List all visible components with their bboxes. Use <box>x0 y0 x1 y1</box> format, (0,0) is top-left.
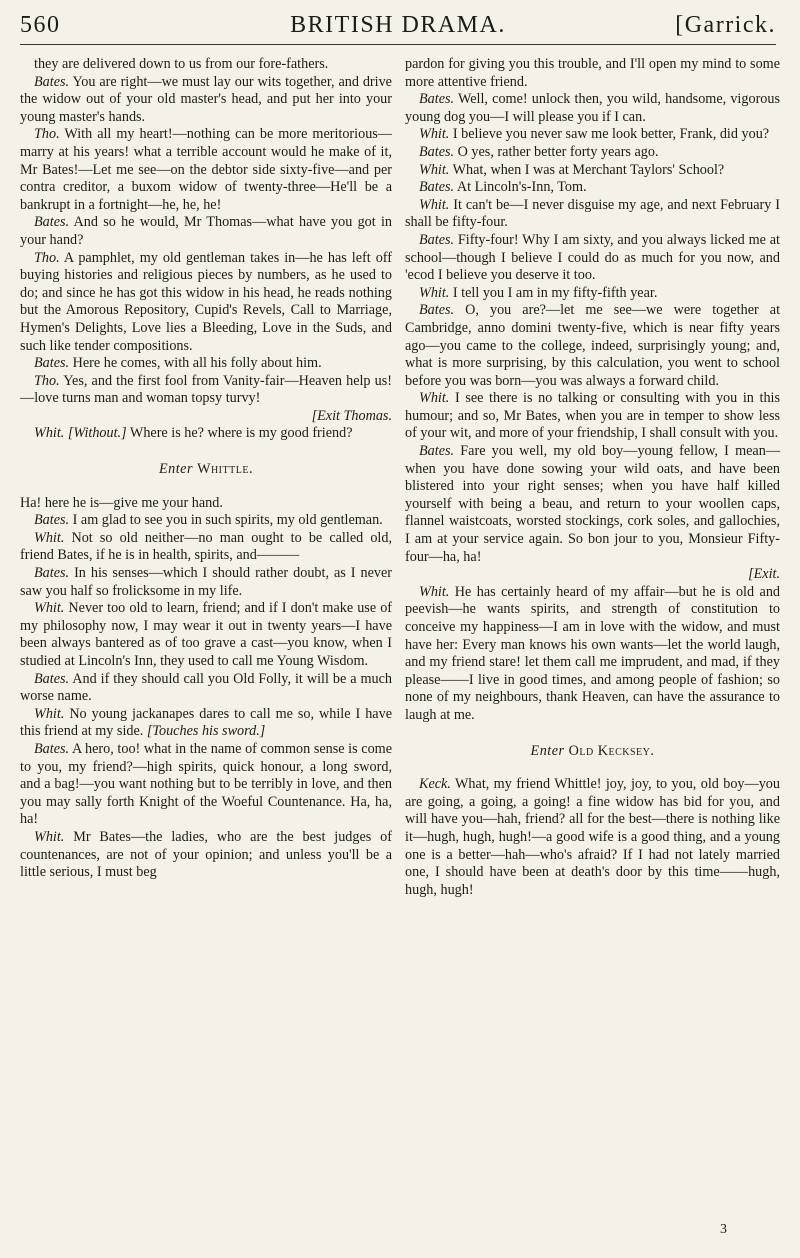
speaker-name: Keck. <box>419 776 451 793</box>
speech-text: What, when I was at Merchant Taylors' School? <box>452 161 725 178</box>
speech-paragraph <box>20 373 392 426</box>
speaker-name: Whit. <box>34 600 65 617</box>
stage-direction-enter <box>405 743 780 761</box>
speech-paragraph <box>405 197 780 232</box>
speaker-name: Whit. <box>419 161 450 178</box>
speech-paragraph <box>20 565 392 600</box>
speech-text: Not so old neither—no man ought to be called old, friend Bates, if he is in health, spirits, and——— <box>20 529 392 564</box>
book-title: BRITISH DRAMA. <box>290 12 506 38</box>
speaker-name: Bates. <box>34 355 70 372</box>
speech-text: In his senses—which I should rather doubt, as I never saw you half so frolicksome in my life. <box>20 565 393 599</box>
speech-text: Yes, and the first fool from Vanity-fair—Heaven help us!—love turns man and woman topsy turvy! <box>20 372 392 407</box>
speech-paragraph <box>405 390 780 443</box>
speech-text: With all my heart!—nothing can be more meritorious—marry at his years! what a terrible account would he make of it, Mr Bates!—Let me see—on the debtor side sixty-five—and per contra creditor, a buxom widow of twenty-three—He'll be a bankrupt in a fortnight—he, he, he! <box>20 126 392 213</box>
speech-paragraph <box>20 495 392 513</box>
speech-text: they are delivered down to us from our fore-fathers. <box>34 56 329 72</box>
speech-text: Never too old to learn, friend; and if I don't make use of my philosophy now, I may wear it out in twenty years—I have been always bantered as of too grave a cast—you know, when I studied at Lincoln's Inn, they used to call me Young Wisdom. <box>20 600 393 669</box>
speech-paragraph <box>20 250 392 356</box>
speech-text: You are right—we must lay our wits together, and drive the widow out of your old master's head, and put her into your young master's hands. <box>20 73 392 125</box>
stage-direction-exit: [Exit. <box>748 566 780 583</box>
speech-paragraph <box>20 126 392 214</box>
stage-direction: [Touches his sword.] <box>146 723 266 740</box>
speaker-name: Bates. <box>419 143 455 160</box>
speaker-name: Bates. <box>34 670 70 687</box>
speaker-name: Whit. <box>34 705 65 722</box>
speaker-name: Bates. <box>419 302 455 319</box>
speech-paragraph <box>20 425 392 443</box>
speech-paragraph <box>20 512 392 530</box>
speech-paragraph <box>20 214 392 249</box>
speaker-name: Whit. <box>34 828 65 845</box>
speaker-name: Whit. <box>419 390 450 407</box>
speaker-name: Tho. <box>34 126 60 143</box>
stage-direction-exit: [Exit Thomas. <box>311 407 392 424</box>
speaker-name: Bates. <box>419 231 455 248</box>
speaker-name: Tho. <box>34 372 60 389</box>
speech-paragraph <box>20 355 392 373</box>
speech-text: I am glad to see you in such spirits, my old gentleman. <box>72 512 383 529</box>
speaker-name: Bates. <box>34 73 70 90</box>
speech-text: Mr Bates—the ladies, who are the best judges of countenances, are not of your opinion; and unless you'll be a little serious, I must beg <box>20 828 392 881</box>
entering-character: Whittle. <box>197 461 253 478</box>
speech-paragraph <box>20 829 392 882</box>
speech-paragraph <box>20 530 392 565</box>
speech-paragraph <box>20 706 392 741</box>
speech-text: Here he comes, with all his folly about him. <box>72 355 322 372</box>
speech-text: Fifty-four! Why I am sixty, and you always licked me at school—though I believe I could do as much for you now, and 'ecod I believe you deserve it too. <box>405 231 780 284</box>
speech-text: O yes, rather better forty years ago. <box>457 143 659 160</box>
speech-text: What, my friend Whittle! joy, joy, to you, old boy—you are going, a going, a going! a fine widow has bid for you, and will have you—hah, friend? all for the best—there is nothing like it—hugh, hugh, hugh!—a good wife is a good thing, and a young one is a better—hah—who's afraid? If I had not lately married one, I should have been at death's door by this time——hugh, hugh, hugh! <box>405 776 780 898</box>
speech-paragraph <box>405 776 780 899</box>
speech-text: A hero, too! what in the name of common sense is come to you, my friend?—high spirits, quick honour, a long sword, and a bag!—you want nothing but to be terribly in love, and then you may sally forth Knight of the Woeful Countenance. Ha, ha, ha! <box>20 740 392 828</box>
speech-paragraph <box>405 126 780 144</box>
speech-paragraph <box>405 285 780 303</box>
speech-text: At Lincoln's-Inn, Tom. <box>456 179 587 196</box>
enter-word: Enter <box>530 742 565 759</box>
speech-text: Where is he? where is my good friend? <box>129 425 353 442</box>
speech-paragraph <box>405 232 780 285</box>
speech-text: No young jackanapes dares to call me so, while I have this friend at my side. <box>20 705 392 740</box>
right-column <box>405 56 780 899</box>
speech-paragraph <box>20 74 392 127</box>
speaker-name: Whit. <box>34 529 65 546</box>
speech-paragraph <box>20 56 392 74</box>
speech-text: O, you are?—let me see—we were together at Cambridge, anno domini twenty-five, which is near fifty years ago—you came to the college, indeed, surprisingly young; and, what is more surprising, by this calculation, you went to school before you was born—you was always a forward child. <box>405 302 781 389</box>
speech-paragraph <box>405 302 780 390</box>
speech-paragraph <box>405 584 780 725</box>
speaker-name: Bates. <box>34 740 70 757</box>
speaker-name: Whit. <box>419 284 450 301</box>
speaker-name: Whit. <box>419 196 450 213</box>
speech-paragraph <box>20 671 392 706</box>
section-name: [Garrick. <box>675 12 776 38</box>
speech-text: I tell you I am in my fifty-fifth year. <box>452 284 658 301</box>
speech-text: Fare you well, my old boy—young fellow, I mean—when you have done sowing your wild oats, and have been blistered into your right senses; when you have half killed yourself with being a beau, and return to your woollen caps, flannel waistcoats, worsted stockings, cork soles, and gallochies, I am at your service again. So bon jour to you, Monsieur Fifty-four—ha, ha! <box>405 443 781 565</box>
speaker-name: Tho. <box>34 249 60 266</box>
speech-text: He has certainly heard of my affair—but he is old and peevish—he wants spirits, and strength of constitution to conceive my happiness—I am in love with the widow, and must have her: Every man knows his own wants—let the world laugh, and my friend stare! let them call me imprudent, and mad, if they please——I live in good times, and among people of fashion; so none of my neighbours, thank Heaven, can have the assurance to laugh at me. <box>405 583 781 723</box>
enter-word: Enter <box>158 461 194 478</box>
speech-text: pardon for giving you this trouble, and I'll open my mind to some more attentive friend. <box>405 56 780 90</box>
speech-text: I believe you never saw me look better, Frank, did you? <box>452 126 770 143</box>
speech-text: And if they should call you Old Folly, it will be a much worse name. <box>20 670 392 705</box>
speech-paragraph <box>20 741 392 829</box>
speech-paragraph <box>405 144 780 162</box>
speech-paragraph <box>405 56 780 91</box>
left-column <box>20 56 392 882</box>
speech-text: Ha! here he is—give me your hand. <box>20 494 223 511</box>
speech-text: I see there is no talking or consulting with you in this humour; and so, Mr Bates, when you are in temper to show less of your wit, and more of your friendship, I shall consult with you. <box>405 390 781 442</box>
speaker-name: Bates. <box>34 512 70 529</box>
entering-character: Old Kecksey. <box>568 742 655 759</box>
speech-paragraph <box>405 179 780 197</box>
speech-text: And so he would, Mr Thomas—what have you got in your hand? <box>20 214 392 248</box>
speech-text: Well, come! unlock then, you wild, handsome, vigorous young dog you—I will please you if I can. <box>405 91 780 125</box>
speaker-name: Bates. <box>419 179 455 196</box>
stage-direction: [Without.] <box>67 425 127 442</box>
speaker-name: Bates. <box>419 91 455 108</box>
speech-text: It can't be—I never disguise my age, and next February I shall be fifty-four. <box>405 196 780 231</box>
header-rule <box>20 44 776 45</box>
speech-paragraph <box>20 600 392 670</box>
running-head <box>20 12 776 46</box>
speaker-name: Whit. <box>34 425 65 442</box>
speech-paragraph <box>405 162 780 180</box>
speech-paragraph <box>405 91 780 126</box>
speaker-name: Bates. <box>419 443 455 460</box>
catchword: 3 <box>720 1222 727 1237</box>
speech-text: A pamphlet, my old gentleman takes in—he has left off buying histories and religious pieces by numbers, as he used to do; and since he has got this widow in his head, he reads nothing but the Amorous Repository, Cupid's Revels, Call to Marriage, Hymen's Delights, Love lies a Bleeding, Love in the Suds, and such like tender compositions. <box>20 249 392 354</box>
speaker-name: Whit. <box>419 126 450 143</box>
speech-paragraph <box>405 443 780 584</box>
speaker-name: Bates. <box>34 214 70 231</box>
stage-direction-enter <box>20 461 392 479</box>
page-number: 560 <box>20 12 61 38</box>
speaker-name: Whit. <box>419 583 450 600</box>
speaker-name: Bates. <box>34 565 70 582</box>
